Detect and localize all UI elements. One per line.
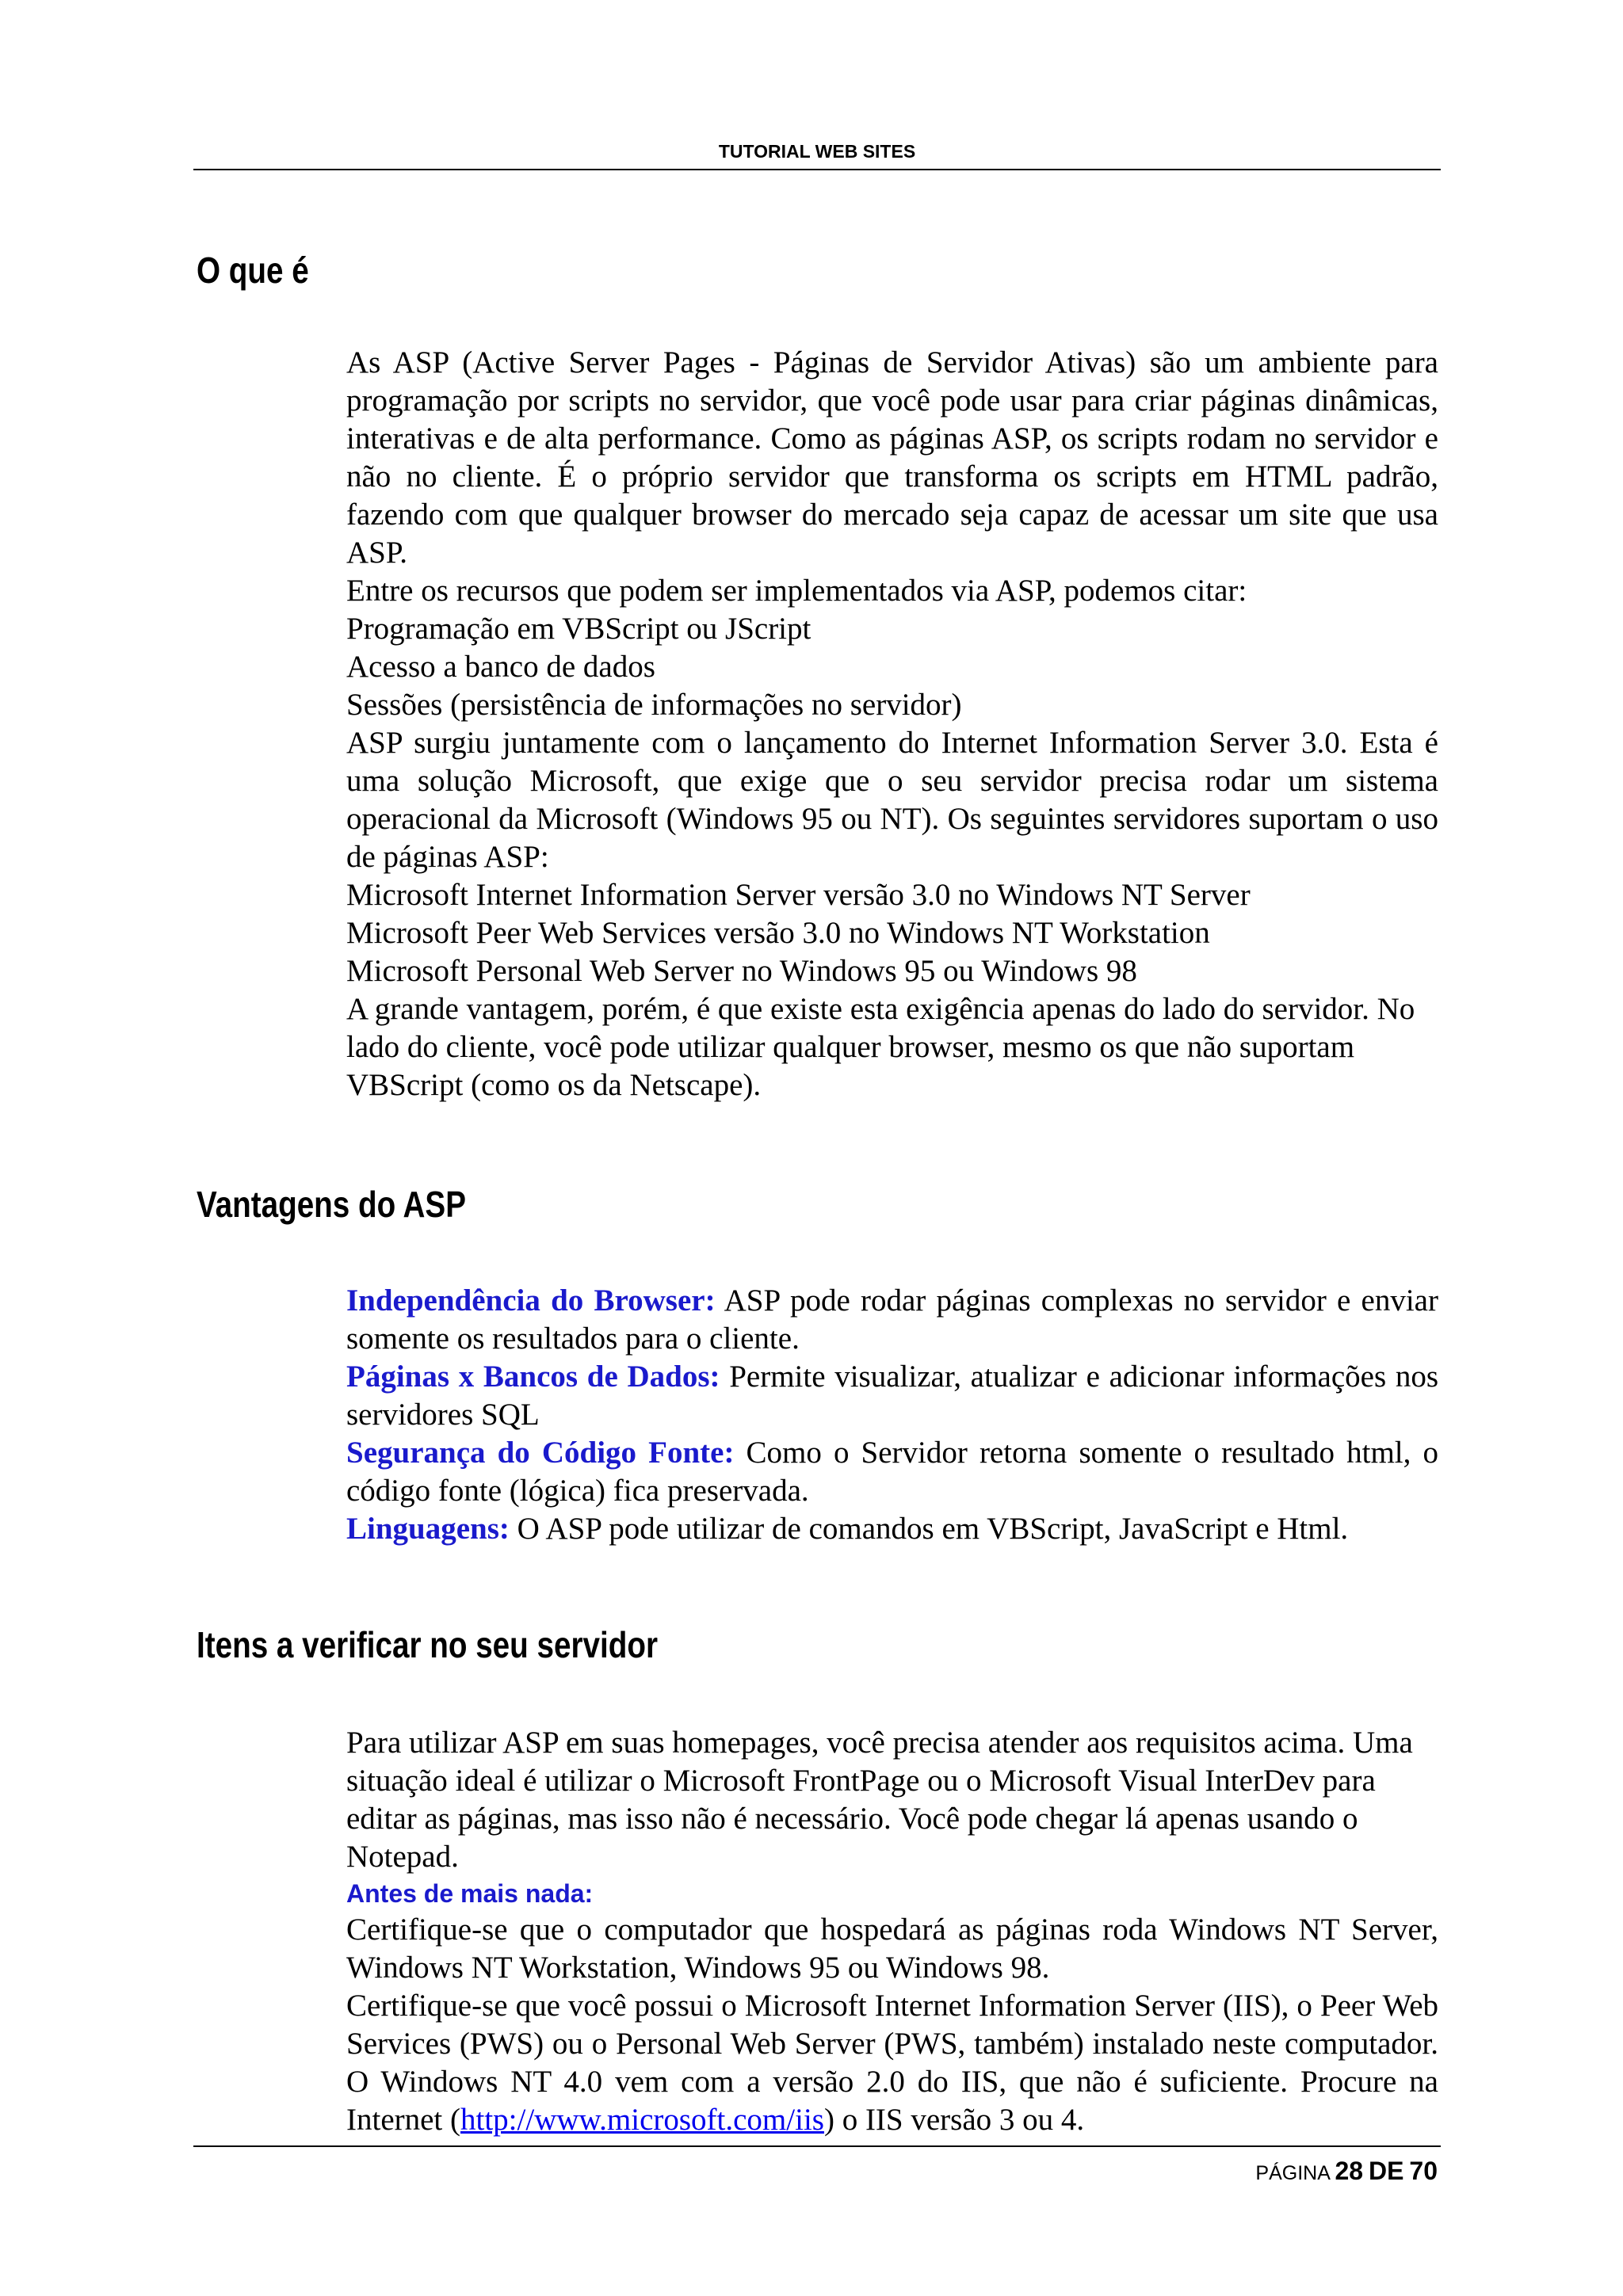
list-item: Microsoft Internet Information Server versão 3.0 no Windows NT Server xyxy=(346,878,1251,912)
paragraph: Certifique-se que o computador que hospedará as páginas roda Windows NT Server, Windows NT Workstation, Windows 95 ou Windows 98. xyxy=(346,1913,1438,1985)
paragraph: Para utilizar ASP em suas homepages, você precisa atender aos requisitos acima. Uma situação ideal é utilizar o Microsoft FrontPage ou o Microsoft Visual InterDev para editar as páginas, mas isso não é necessário. Você pode chegar lá apenas usando o Notepad. xyxy=(346,1726,1413,1874)
section-itens-body xyxy=(346,1724,1438,2139)
section-o-que-e-body xyxy=(346,344,1438,1104)
paragraph: A grande vantagem, porém, é que existe esta exigência apenas do lado do servidor. No lado do cliente, você pode utilizar qualquer browser, mesmo os que não suportam VBScript (como os da Netscape). xyxy=(346,992,1415,1102)
advantage-item xyxy=(346,1434,1438,1510)
section-heading-vantagens: Vantagens do ASP xyxy=(197,1184,466,1225)
advantage-text: ASP pode rodar páginas complexas no servidor e enviar somente os resultados para o cliente. xyxy=(346,1283,1438,1356)
list-item: Sessões (persistência de informações no servidor) xyxy=(346,688,962,722)
page-footer xyxy=(1255,2155,1438,2189)
section-heading-o-que-e: O que é xyxy=(197,250,309,291)
sub-label-antes: Antes de mais nada: xyxy=(346,1879,594,1908)
list-item: Microsoft Peer Web Services versão 3.0 no Windows NT Workstation xyxy=(346,916,1210,950)
page-header-title: TUTORIAL WEB SITES xyxy=(718,141,916,162)
advantage-text: Permite visualizar, atualizar e adicionar informações nos servidores SQL xyxy=(346,1360,1439,1432)
paragraph-text: Certifique-se que você possui o Microsoft Internet Information Server (IIS), o Peer Web Services (PWS) ou o Personal Web Server (PWS, também) instalado neste computador. O Windows NT 4.0 vem com a versão 2.0 do IIS, que não é suficiente. Procure na Internet ( xyxy=(346,1989,1438,2137)
page-number: 28 xyxy=(1335,2157,1364,2185)
footer-rule xyxy=(193,2145,1441,2147)
paragraph: Entre os recursos que podem ser implementados via ASP, podemos citar: xyxy=(346,574,1247,608)
advantage-text: O ASP pode utilizar de comandos em VBScript, JavaScript e Html. xyxy=(509,1512,1349,1546)
paragraph: As ASP (Active Server Pages - Páginas de Servidor Ativas) são um ambiente para programação por scripts no servidor, que você pode usar para criar páginas dinâmicas, interativas e de alta performance. Como as páginas ASP, os scripts rodam no servidor e não no cliente. É o próprio servidor que transforma os scripts em HTML padrão, fazendo com que qualquer browser do mercado seja capaz de acessar um site que usa ASP. xyxy=(346,345,1438,570)
advantage-item xyxy=(346,1358,1438,1434)
advantage-text: Como o Servidor retorna somente o resultado html, o código fonte (lógica) fica preservada. xyxy=(346,1436,1438,1508)
advantage-term: Segurança do Código Fonte: xyxy=(346,1436,735,1470)
section-vantagens-body xyxy=(346,1282,1438,1548)
microsoft-iis-link[interactable]: http://www.microsoft.com/iis xyxy=(460,2103,824,2137)
header-rule xyxy=(193,169,1441,170)
advantage-term: Páginas x Bancos de Dados: xyxy=(346,1360,720,1394)
list-item: Programação em VBScript ou JScript xyxy=(346,612,812,646)
paragraph xyxy=(346,1987,1438,2139)
list-item: Acesso a banco de dados xyxy=(346,650,655,684)
page-of-label: DE xyxy=(1369,2157,1404,2185)
advantage-term: Linguagens: xyxy=(346,1512,510,1546)
advantage-item xyxy=(346,1510,1438,1548)
page-label: PÁGINA xyxy=(1255,2162,1330,2184)
page-total: 70 xyxy=(1409,2157,1438,2185)
list-item: Microsoft Personal Web Server no Windows 95 ou Windows 98 xyxy=(346,954,1137,988)
advantage-item xyxy=(346,1282,1438,1358)
paragraph: ASP surgiu juntamente com o lançamento do Internet Information Server 3.0. Esta é uma solução Microsoft, que exige que o seu servidor precisa rodar um sistema operacional da Microsoft (Windows 95 ou NT). Os seguintes servidores suportam o uso de páginas ASP: xyxy=(346,726,1438,874)
paragraph-text: ) o IIS versão 3 ou 4. xyxy=(823,2103,1085,2137)
section-heading-itens-verificar: Itens a verificar no seu servidor xyxy=(197,1624,659,1665)
advantage-term: Independência do Browser: xyxy=(346,1283,716,1318)
